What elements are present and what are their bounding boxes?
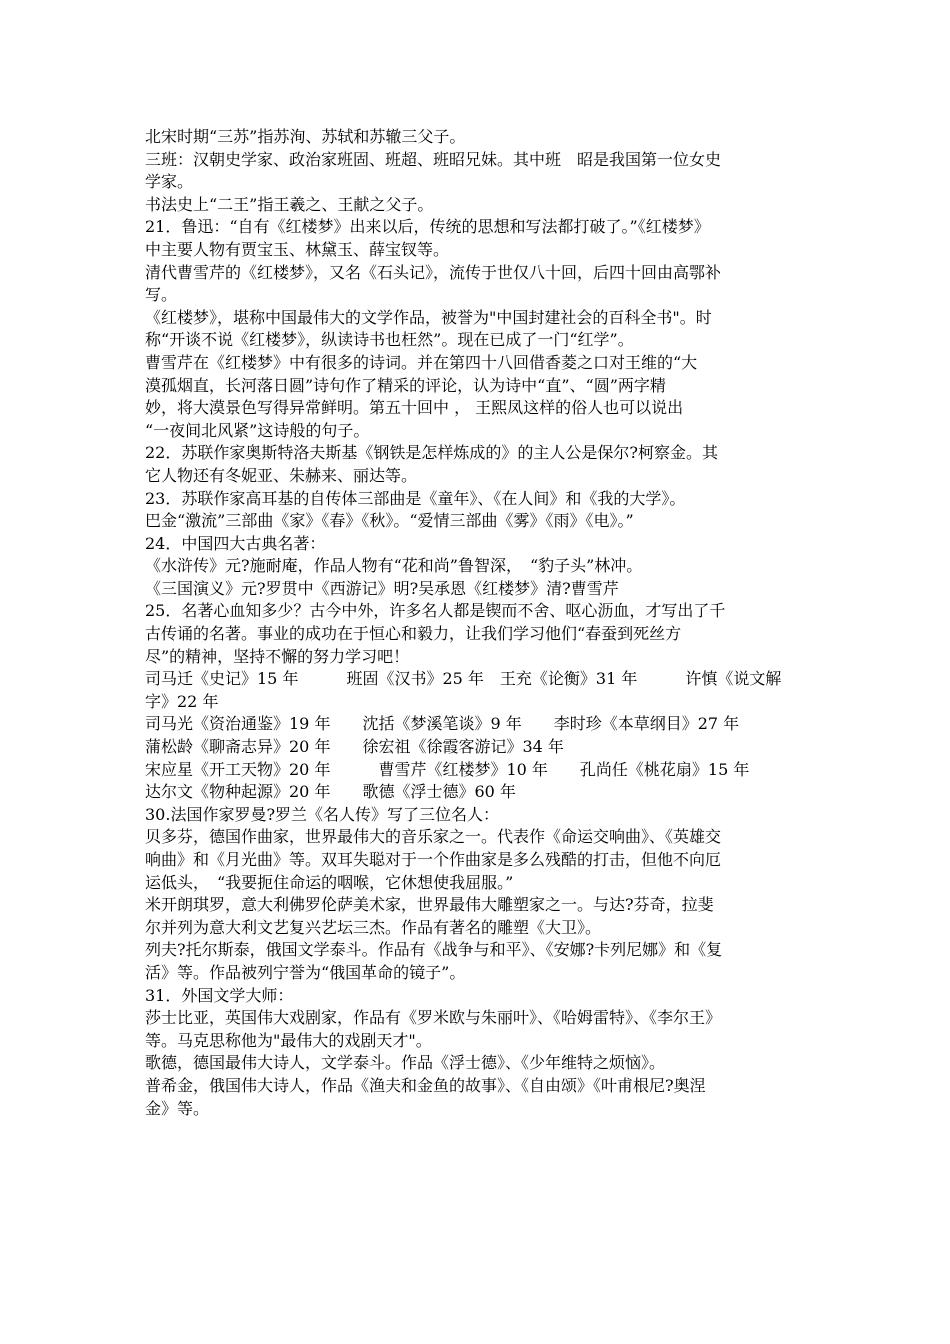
text-line: 活》等。作品被列宁誉为“俄国革命的镜子”。 xyxy=(145,962,466,982)
text-line: 漠孤烟直，长河落日圆”诗句作了精采的评论，认为诗中“直”、“圆”两字精 xyxy=(145,375,666,395)
text-line: 米开朗琪罗，意大利佛罗伦萨美术家，世界最伟大雕塑家之一。与达?芬奇，拉斐 xyxy=(145,895,714,915)
text-line: 宋应星《开工天物》20 年 曹雪芹《红楼梦》10 年 孔尚任《桃花扇》15 年 xyxy=(145,759,750,779)
text-line: 司马迁《史记》15 年 班固《汉书》25 年 王充《论衡》31 年 许慎《说文解 xyxy=(145,669,782,689)
text-line: 23．苏联作家高耳基的自传体三部曲是《童年》、《在人间》和《我的大学》。 xyxy=(145,488,686,508)
text-line: 歌德，德国最伟大诗人，文学泰斗。作品《浮士德》、《少年维特之烦恼》。 xyxy=(145,1053,666,1073)
text-line: 24．中国四大古典名著： xyxy=(145,533,326,553)
text-line: 列夫?托尔斯泰，俄国文学泰斗。作品有《战争与和平》、《安娜?卡列尼娜》和《复 xyxy=(145,940,723,960)
text-line: 尽”的精神，坚持不懈的努力学习吧！ xyxy=(145,646,410,666)
document-body xyxy=(145,126,810,1120)
text-line: 莎士比亚，英国伟大戏剧家，作品有《罗米欧与朱丽叶》、《哈姆雷特》、《李尔王》 xyxy=(145,1008,722,1028)
text-line: 达尔文《物种起源》20 年 歌德《浮士德》60 年 xyxy=(145,782,516,802)
text-line: 响曲》和《月光曲》等。双耳失聪对于一个作曲家是多么残酷的打击，但他不向厄 xyxy=(145,850,722,869)
text-line: 称“开谈不说《红楼梦》，纵读诗书也枉然”。现在已成了一门“红学”。 xyxy=(145,330,634,350)
text-line: 它人物还有冬妮亚、朱赫来、丽达等。 xyxy=(145,465,418,485)
text-line: 22．苏联作家奥斯特洛夫斯基《钢铁是怎样炼成的》的主人公是保尔?柯察金。其 xyxy=(145,443,718,463)
text-line: 25．名著心血知多少？古今中外，许多名人都是锲而不舍、呕心沥血，才写出了千 xyxy=(145,601,726,621)
text-line: 等。马克思称他为"最伟大的戏剧天才"。 xyxy=(145,1030,432,1050)
text-line: 清代曹雪芹的《红楼梦》，又名《石头记》，流传于世仅八十回，后四十回由高鄂补 xyxy=(145,262,722,282)
text-line: 尔并列为意大利文艺复兴艺坛三杰。作品有著名的雕塑《大卫》。 xyxy=(145,917,602,937)
text-line: 三班：汉朝史学家、政治家班固、班超、班昭兄妹。其中班 昭是我国第一位女史 xyxy=(145,149,722,169)
text-line: 司马光《资治通鉴》19 年 沈括《梦溪笔谈》9 年 李时珍《本草纲目》27 年 xyxy=(145,714,740,734)
text-line: 金》等。 xyxy=(145,1098,210,1118)
text-line: 《红楼梦》，堪称中国最伟大的文学作品，被誉为"中国封建社会的百科全书"。时 xyxy=(145,307,712,327)
text-line: 北宋时期“三苏”指苏洵、苏轼和苏辙三父子。 xyxy=(145,127,466,146)
text-line: 古传诵的名著。事业的成功在于恒心和毅力，让我们学习他们“春蚕到死丝方 xyxy=(145,624,682,644)
text-line: 30.法国作家罗曼?罗兰《名人传》写了三位名人： xyxy=(145,804,500,824)
text-line: “一夜间北风紧”这诗般的句子。 xyxy=(145,420,370,440)
text-line: 《三国演义》元?罗贯中《西游记》明?吴承恩《红楼梦》清?曹雪芹 xyxy=(145,578,619,598)
text-line: 运低头， “我要扼住命运的咽喉，它休想使我屈服。” xyxy=(145,872,514,892)
text-line: 学家。 xyxy=(145,172,194,192)
text-line: 妙，将大漠景色写得异常鲜明。第五十回中 ， 王熙凤这样的俗人也可以说出 xyxy=(145,398,684,418)
text-line: 中主要人物有贾宝玉、林黛玉、薛宝钗等。 xyxy=(145,239,450,259)
text-line: 21．鲁迅：“自有《红楼梦》出来以后，传统的思想和写法都打破了。”《红楼梦》 xyxy=(145,217,710,237)
text-line: 贝多芬，德国作曲家，世界最伟大的音乐家之一。代表作《命运交响曲》、《英雄交 xyxy=(145,827,722,847)
text-line: 书法史上“二王”指王羲之、王献之父子。 xyxy=(145,194,434,214)
text-line: 巴金“激流”三部曲《家》《春》《秋》。“爱情三部曲《雾》《雨》《电》。” xyxy=(145,511,634,531)
text-line: 《水浒传》元?施耐庵，作品人物有“花和尚”鲁智深， “豹子头”林冲。 xyxy=(145,556,643,576)
text-line: 字》22 年 xyxy=(145,691,219,711)
text-line: 31．外国文学大师： xyxy=(145,985,294,1005)
text-line: 普希金，俄国伟大诗人，作品《渔夫和金鱼的故事》、《自由颂》《叶甫根尼?奥涅 xyxy=(145,1075,706,1095)
text-line: 写。 xyxy=(145,285,178,305)
text-line: 蒲松龄《聊斋志异》20 年 徐宏祖《徐霞客游记》34 年 xyxy=(145,737,564,757)
text-line: 曹雪芹在《红楼梦》中有很多的诗词。并在第四十八回借香菱之口对王维的“大 xyxy=(145,352,698,372)
